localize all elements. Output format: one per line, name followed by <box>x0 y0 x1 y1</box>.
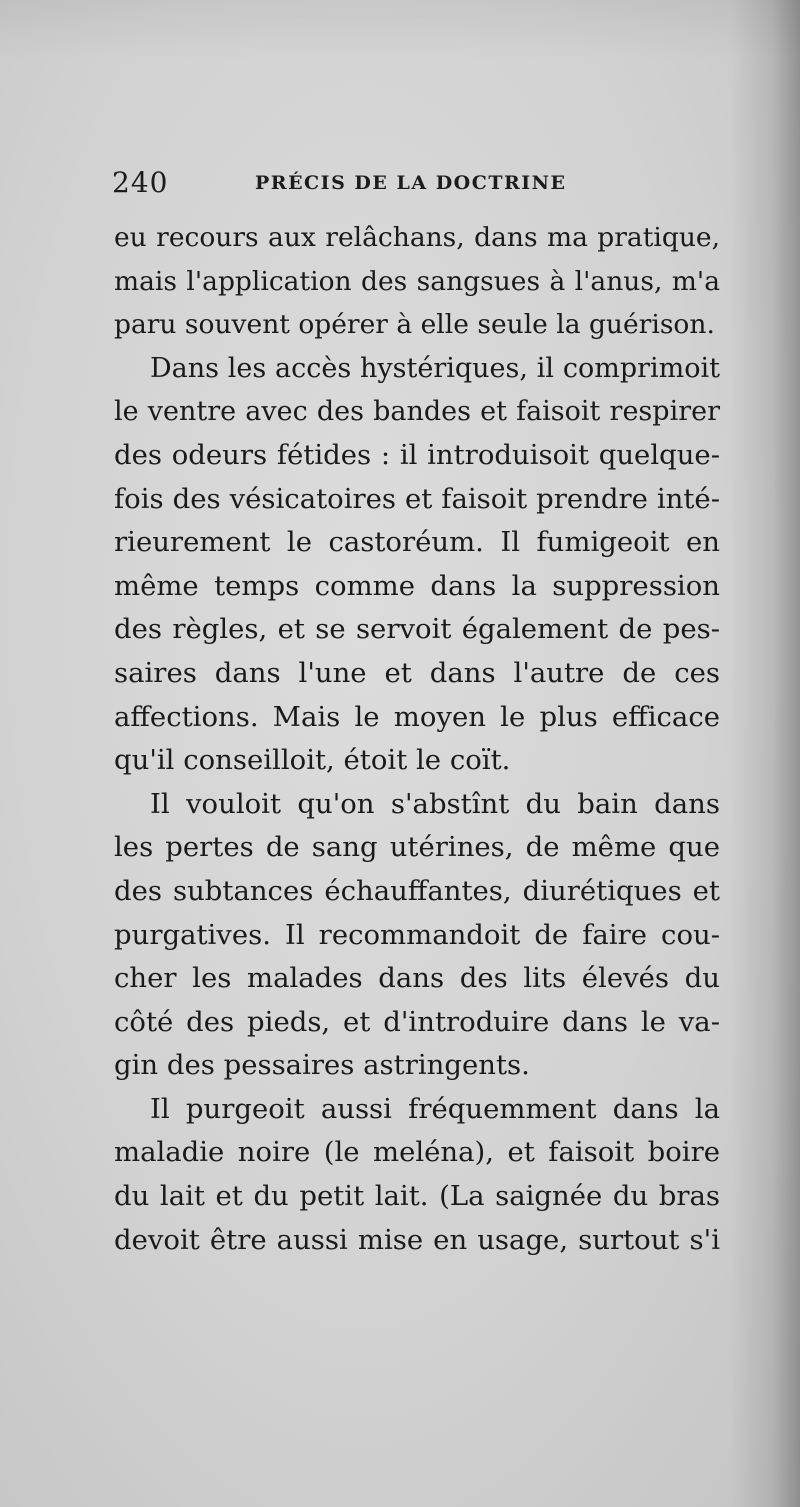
paragraph-2 <box>114 347 720 783</box>
text-line: qu'il conseilloit, étoit le coït. <box>114 744 511 777</box>
text-line: purgatives. Il recommandoit de faire cou- <box>114 918 720 951</box>
text-line: Il purgeoit aussi fréquemment dans la <box>150 1092 720 1125</box>
text-line: côté des pieds, et d'introduire dans le va- <box>114 1005 720 1038</box>
text-line: paru souvent opérer à elle seule la guérison. <box>114 309 715 341</box>
text-line: gin des pessaires astringents. <box>114 1049 530 1082</box>
paragraph-4 <box>114 1088 720 1262</box>
page-number: 240 <box>112 166 169 199</box>
running-head <box>112 166 582 206</box>
text-line: affections. Mais le moyen le plus efficace <box>114 700 720 733</box>
text-line: mais l'application des sangsues à l'anus, m'a <box>114 265 720 297</box>
paragraph-1 <box>114 216 720 347</box>
page-top-shade <box>0 0 800 60</box>
text-line: fois des vésicatoires et faisoit prendre inté- <box>114 482 720 515</box>
text-line: Dans les accès hystériques, il comprimoit <box>150 352 720 384</box>
text-line: les pertes de sang utérines, de même que <box>114 831 720 864</box>
text-line: du lait et du petit lait. (La saignée du bras <box>114 1180 720 1213</box>
text-line: maladie noire (le meléna), et faisoit boire <box>114 1136 720 1169</box>
text-line: rieurement le castoréum. Il fumigeoit en <box>114 526 720 559</box>
text-line: saires dans l'une et dans l'autre de ces <box>114 656 720 689</box>
text-line: devoit être aussi mise en usage, surtout s'i <box>114 1223 720 1256</box>
text-line: cher les malades dans des lits élevés du <box>114 962 720 995</box>
text-line: des odeurs fétides : il introduisoit quelque- <box>114 438 720 471</box>
text-line: des règles, et se servoit également de pes- <box>114 613 720 646</box>
text-line: des subtances échauffantes, diurétiques et <box>114 874 720 907</box>
text-line: Il vouloit qu'on s'abstînt du bain dans <box>150 787 720 820</box>
body-text <box>114 216 720 1262</box>
text-line: même temps comme dans la suppression <box>114 569 720 602</box>
running-title: PRÉCIS DE LA DOCTRINE <box>255 172 567 194</box>
text-line: le ventre avec des bandes et faisoit respirer <box>114 396 720 428</box>
paragraph-3 <box>114 783 720 1088</box>
page-gutter-shade <box>730 0 800 1507</box>
text-line: eu recours aux relâchans, dans ma pratique, <box>114 222 720 253</box>
